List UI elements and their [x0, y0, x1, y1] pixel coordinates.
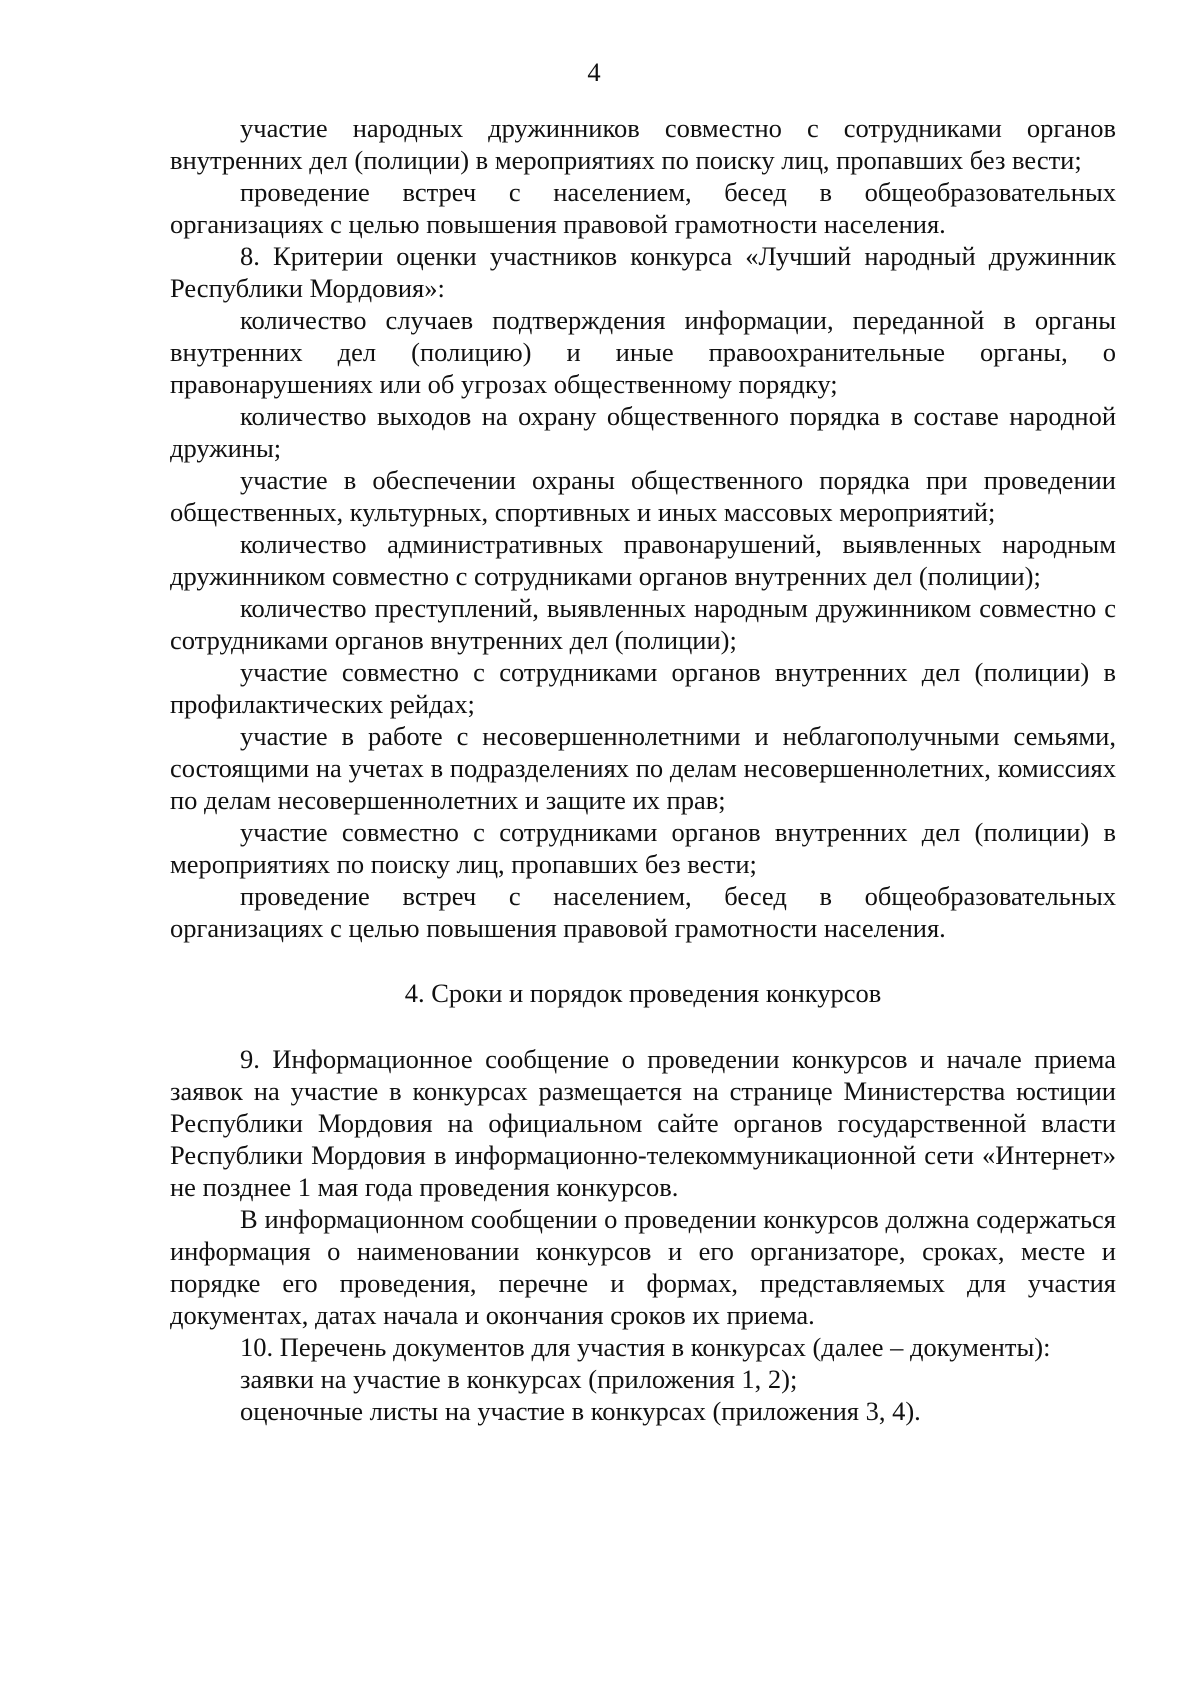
criteria-intro-paragraph: 8. Критерии оценки участников конкурса «Лучший народный дружинник Республики Мордовия»: — [170, 241, 1116, 303]
criteria-item: участие совместно с сотрудниками органов внутренних дел (полиции) в профилактических рейдах; — [170, 657, 1116, 719]
documents-list-item: заявки на участие в конкурсах (приложения 1, 2); — [240, 1364, 798, 1394]
documents-list-item: оценочные листы на участие в конкурсах (приложения 3, 4). — [240, 1396, 921, 1426]
criteria-item: количество преступлений, выявленных народным дружинником совместно с сотрудниками органов внутренних дел (полиции); — [170, 593, 1116, 655]
criteria-item: участие в обеспечении охраны общественного порядка при проведении общественных, культурных, спортивных и иных массовых мероприятий; — [170, 465, 1116, 527]
document-body — [170, 112, 1116, 1427]
criteria-item: участие совместно с сотрудниками органов внутренних дел (полиции) в мероприятиях по поиску лиц, пропавших без вести; — [170, 817, 1116, 879]
criteria-item: количество выходов на охрану общественного порядка в составе народной дружины; — [170, 401, 1116, 463]
criteria-item: количество административных правонарушений, выявленных народным дружинником совместно с сотрудниками органов внутренних дел (полиции); — [170, 529, 1116, 591]
paragraph: проведение встреч с населением, бесед в общеобразовательных организациях с целью повышения правовой грамотности населения. — [170, 177, 1116, 239]
paragraph: В информационном сообщении о проведении конкурсов должна содержаться информация о наименовании конкурсов и его организаторе, сроках, месте и порядке его проведения, перечне и формах, представляемых для участия документах, датах начала и окончания сроков их приема. — [170, 1204, 1116, 1330]
paragraph: участие народных дружинников совместно с сотрудниками органов внутренних дел (полиции) в мероприятиях по поиску лиц, пропавших без вести; — [170, 113, 1116, 175]
paragraph: 9. Информационное сообщение о проведении конкурсов и начале приема заявок на участие в конкурсах размещается на странице Министерства юстиции Республики Мордовия на официальном сайте органов государственной власти Республики Мордовия в информационно-телекоммуникационной сети «Интернет» не позднее 1 мая года проведения конкурсов. — [170, 1044, 1116, 1202]
page-number: 4 — [587, 57, 601, 87]
criteria-item: количество случаев подтверждения информации, переданной в органы внутренних дел (полицию) и иные правоохранительные органы, о правонарушениях или об угрозах общественному порядку; — [170, 305, 1116, 399]
criteria-item: проведение встреч с населением, бесед в общеобразовательных организациях с целью повышения правовой грамотности населения. — [170, 881, 1116, 943]
section-heading: 4. Сроки и порядок проведения конкурсов — [404, 978, 882, 1008]
criteria-item: участие в работе с несовершеннолетними и неблагополучными семьями, состоящими на учетах в подразделениях по делам несовершеннолетних, комиссиях по делам несовершеннолетних и защите их прав; — [170, 721, 1116, 815]
documents-list-intro: 10. Перечень документов для участия в конкурсах (далее – документы): — [240, 1332, 1051, 1362]
